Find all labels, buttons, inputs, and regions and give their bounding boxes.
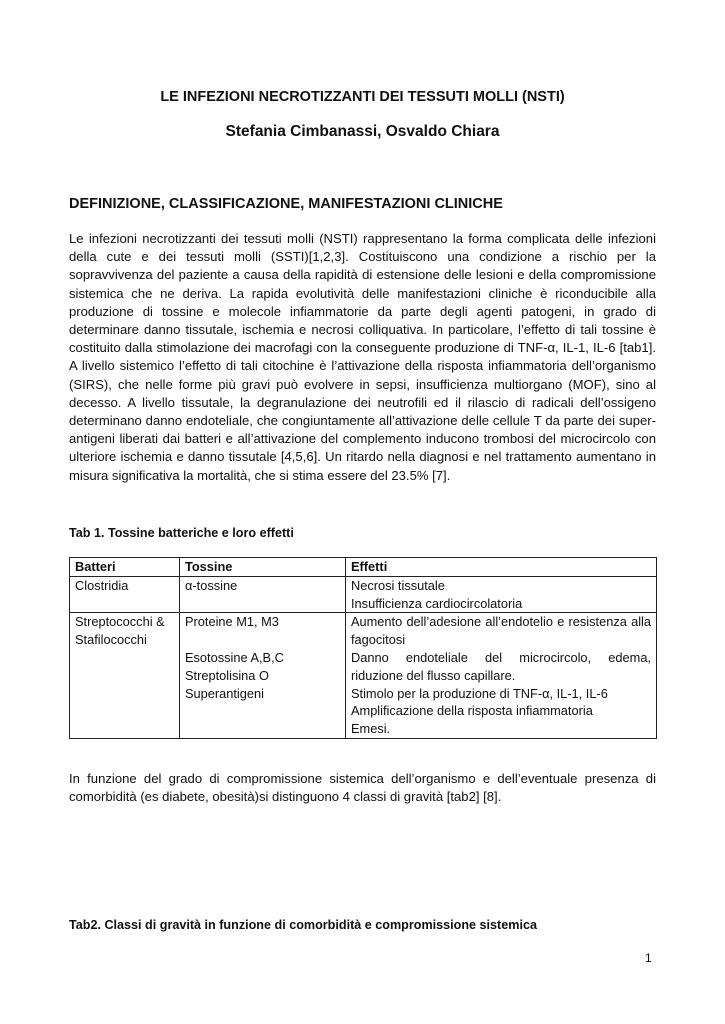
effect-item: Stimolo per la produzione di TNF-α, IL-1, IL-6 xyxy=(351,685,608,701)
cell-effetti xyxy=(346,576,657,613)
effect-item: Insufficienza cardiocircolatoria xyxy=(351,595,523,611)
header-batteri: Batteri xyxy=(70,558,180,577)
toxin-item: Proteine M1, M3 xyxy=(185,614,279,630)
page-number: 1 xyxy=(645,951,652,965)
toxins-table xyxy=(69,557,657,739)
table-header-row xyxy=(70,558,657,577)
header-tossine: Tossine xyxy=(180,558,346,577)
header-effetti: Effetti xyxy=(346,558,657,577)
paragraph-severity: In funzione del grado di compromissione sistemica dell’organismo e dell’eventuale presenza di comorbidità (es diabete, obesità)si distinguono 4 classi di gravità [tab2] [8]. xyxy=(69,771,656,805)
document-title: LE INFEZIONI NECROTIZZANTI DEI TESSUTI MOLLI (NSTI) xyxy=(160,89,565,105)
effect-item: Danno endoteliale del microcircolo, edema, riduzione del flusso capillare. xyxy=(351,649,651,683)
table-row xyxy=(70,576,657,613)
toxin-item: Esotossine A,B,C xyxy=(185,649,284,665)
section-heading: DEFINIZIONE, CLASSIFICAZIONE, MANIFESTAZIONI CLINICHE xyxy=(69,196,503,212)
effect-item: Necrosi tissutale xyxy=(351,577,445,593)
paragraph-intro: Le infezioni necrotizzanti dei tessuti molli (NSTI) rappresentano la forma complicata delle infezioni della cute e dei tessuti molli (SSTI)[1,2,3]. Costituiscono una condizione a rischio per la sopravvivenza del paziente a causa della rapidità di estensione delle lesioni e della compromissione sistemica che ne deriva. La rapida evolutività delle manifestazioni cliniche è riconducibile alla produzione di tossine e molecole infiammatorie da parte degli agenti patogeni, in grado di determinare danno tissutale, ischemia e necrosi colliquativa. In particolare, l’effetto di tali tossine è costituito dalla stimolazione dei macrofagi con la conseguente produzione di TNF-α, IL-1, IL-6 [tab1]. A livello sistemico l’effetto di tali citochine è l’attivazione della risposta infiammatoria dell’organismo (SIRS), che nelle forme più gravi può evolvere in sepsi, insufficienza multiorgano (MOF), sino al decesso. A livello tissutale, la degranulazione dei neutrofili ed il rilascio di radicali dell’ossigeno determinano danno endoteliale, che congiuntamente all’attivazione delle cellule T da parte dei super-antigeni liberati dai batteri e all’attivazione del complemento inducono trombosi del microcircolo con ulteriore ischemia e danno tissutale [4,5,6]. Un ritardo nella diagnosi e nel trattamento aumentano in misura significativa la mortalità, che si stima essere del 23.5% [7]. xyxy=(69,231,656,483)
cell-tossine: α-tossine xyxy=(180,576,346,613)
spacer xyxy=(185,631,340,649)
table-row xyxy=(70,613,657,739)
toxin-item: Streptolisina O xyxy=(185,667,269,683)
cell-effetti xyxy=(346,613,657,739)
cell-batteri: Streptococchi & Stafilococchi xyxy=(70,613,180,739)
effect-item: Emesi. xyxy=(351,721,391,737)
effect-item: Amplificazione della risposta infiammatoria xyxy=(351,703,593,719)
effect-item: Aumento dell’adesione all’endotelio e resistenza alla fagocitosi xyxy=(351,614,651,648)
table-1-caption: Tab 1. Tossine batteriche e loro effetti xyxy=(69,526,294,540)
document-authors: Stefania Cimbanassi, Osvaldo Chiara xyxy=(225,123,500,140)
toxin-item: Superantigeni xyxy=(185,685,264,701)
cell-batteri: Clostridia xyxy=(70,576,180,613)
cell-tossine xyxy=(180,613,346,739)
table-2-caption: Tab2. Classi di gravità in funzione di comorbidità e compromissione sistemica xyxy=(69,918,537,932)
